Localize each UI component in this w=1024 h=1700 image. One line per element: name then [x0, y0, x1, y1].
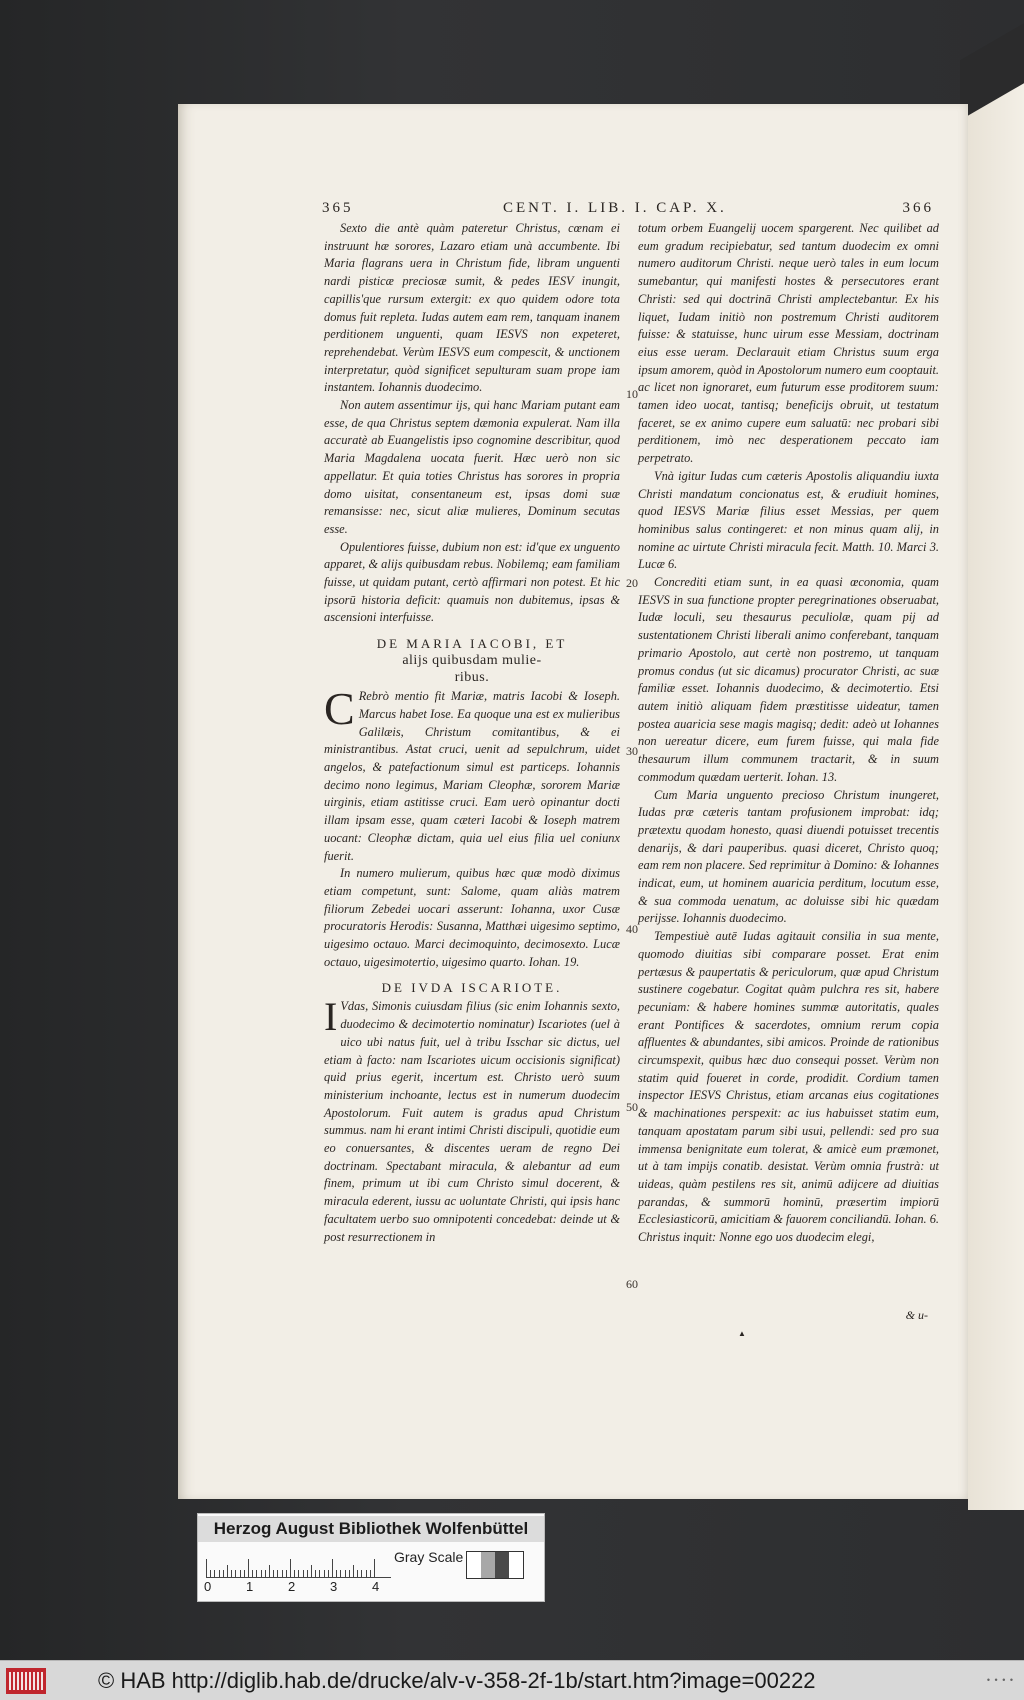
paragraph: Sexto die antè quàm pateretur Christus, cœnam ei instruunt hæ sorores, Lazaro etiam unà accumbente. Ibi Maria flagrans uera in Christum fide, libram unguenti nardi pisticæ preciosæ sumit, & pedes IESV inungit, capillis'que rursum extergit: ex quo quidem odore tota domus fuit repleta. Iudas autem eam rem, tanquam inanem perditionem unguenti, quam IESVS non expeteret, reprehendebat. Verùm IESVS eum compescit, & unctionem interpretatur, quòd significet sepulturam suam prope iam instantem. Iohannis duodecimo.: [324, 221, 620, 395]
ruler-tick: [286, 1570, 287, 1577]
gray-swatch: [509, 1552, 523, 1578]
paragraph: totum orbem Euangelij uocem spargerent. Nec quilibet ad eum gradum recipiebatur, sed tantum duodecim ex omni numero auditorum Christi. neque uerò tales in eum locum sumebantur, qui manifesti hostes & persecutores erant Christi: sed qui doctrinā Christi amplectebantur. Ex his liquet, Iudam initiò non postremum Christi auditorem fuisse: & statuisse, hunc uirum esse Messiam, doctrinam eius esse ueram. Declarauit etiam Christus suum erga ipsum amorem, quòd in Apostolorum numero eum cooptauit. ac licet non ignoraret, eum futurum esse proditorem suum: tamen ideo uocat, tantisq; beneficijs obruit, ut testatum faceret, se ex animo cupere eum saluatū: nec probari sibi perditionem, imò nec desperationem peccato iam perpetrato.: [638, 221, 939, 466]
gray-scale-bar: [466, 1551, 524, 1579]
section-heading-maria: [324, 635, 620, 686]
ruler-tick: [294, 1570, 295, 1577]
ruler-tick: [252, 1570, 253, 1577]
ruler-tick: [265, 1570, 266, 1577]
paragraph: Non autem assentimur ijs, qui hanc Mariam putant eam esse, de qua Christus septem dæmonia expulerat. Nam illa accuratè ab Euangelistis ipso cognomine describitur, quod Maria Magdalena uocata fuerit. Hæc uerò non sic appellatur. Et quia toties Christus has sorores in propria domo uisitat, consentaneum est, ipsas domi suæ remansisse: nec, sicut aliæ mulieres, Dominum secutas esse.: [324, 398, 620, 536]
ruler-tick: [244, 1570, 245, 1577]
gray-swatch: [467, 1552, 481, 1578]
ruler-tick: [269, 1565, 270, 1577]
library-name: Herzog August Bibliothek Wolfenbüttel: [198, 1516, 544, 1542]
ruler-tick: [311, 1565, 312, 1577]
ruler-tick: [261, 1570, 262, 1577]
book-page: [178, 104, 968, 1499]
copyright-url[interactable]: © HAB http://diglib.hab.de/drucke/alv-v-358-2f-1b/start.htm?image=00222: [98, 1668, 816, 1693]
hab-logo-icon: [6, 1668, 46, 1694]
paragraph: [324, 683, 620, 865]
maria-section: [324, 683, 620, 865]
paragraph-text: Vdas, Simonis cuiusdam filius (sic enim Iohannis sexto, duodecimo & decimotertio nominatur) Iscariotes (uel à uico ubi natus fuit, uel à tribu Isschar sic dictus, uel etiam à facto: nam Iscariotes uicum occisionis significat) quid prius egerit, incertum est. Christo uerò suum ministerium inchoante, lectus est in numerum duodecim Apostolorum. Fuit autem is gradus apud Christum summus. nam hi erant intimi Christi discipuli, quotidie eum eo conuersantes, & discentes ueram de regno Dei doctrinam. Spectabant miracula, & alebantur ad eum finem, primum ut ibi cum Christo simul docerent, & miracula ederent, iussu ac uoluntate Christi, qui ipsis hanc facultatem uerbo suo omnipotenti concedebat: deinde ut & post resurrectionem in: [324, 999, 620, 1244]
catchword: & u-: [905, 1308, 928, 1322]
ruler-tick: [328, 1570, 329, 1577]
heading-line: ribus.: [454, 670, 490, 686]
paragraph-text: Rebrò mentio fit Mariæ, matris Iacobi & Ioseph. Marcus habet Iose. Ea quoque una est ex mulieribus Galilæis, Christum comitantibus, & ei ministrantibus. Astat cruci, uenit ad sepulchrum, uidet angelos, & patefactionum simul est particeps. Iohannis decimo nono legimus, Mariam Cleophæ, sororem Mariæ uirginis, etiam astitisse cruci. Eam uerò opinantur docti illam ipsam esse, quam cæteri Iacobi & Ioseph matrem uocant: Cleophæ dictam, quia uel eius filia uel coniunx fuerit.: [324, 689, 620, 863]
heading-line: DE MARIA IACOBI, ET: [376, 636, 568, 652]
scale-ruler: [206, 1549, 391, 1578]
ruler-tick: [319, 1570, 320, 1577]
ruler-number: 4: [372, 1579, 380, 1594]
ruler-tick: [357, 1570, 358, 1577]
ruler-tick: [223, 1570, 224, 1577]
ruler-tick: [282, 1570, 283, 1577]
gray-scale-label: Gray Scale: [394, 1549, 464, 1565]
ruler-tick: [256, 1570, 257, 1577]
ruler-tick: [273, 1570, 274, 1577]
paragraph: Cum Maria unguento precioso Christum inungeret, Iudas præ cæteris tantam profusionem improbat: idq; prætextu quodam honesto, quasi diuendi potuisset trecentis denarijs, & dari pauperibus. quasi diceret, Christo quoq; eam rem non placere. Sed reprimitur à Domino: & Iohannes indicat, eum, ut hominem auaricia perditum, locutum esse, & sua commoda uenatum, ac doluisse sibi hic quædam perijsse. Iohannis duodecimo.: [638, 787, 939, 926]
line-number: 40: [626, 922, 638, 936]
line-number: 60: [626, 1277, 638, 1291]
ruler-tick: [315, 1570, 316, 1577]
line-number: 30: [626, 744, 638, 758]
ruler-tick: [298, 1570, 299, 1577]
line-number: 50: [626, 1100, 638, 1114]
ruler-tick: [303, 1570, 304, 1577]
library-color-card: [197, 1513, 545, 1602]
ruler-tick: [353, 1565, 354, 1577]
page-mark: ▲: [738, 1329, 746, 1338]
ruler-tick: [248, 1559, 249, 1577]
ruler-tick: [332, 1559, 333, 1577]
ruler-tick: [240, 1570, 241, 1577]
ruler-tick: [336, 1570, 337, 1577]
page-number-right: 366: [902, 200, 934, 216]
ruler-tick: [366, 1570, 367, 1577]
page-number-left: 365: [322, 200, 354, 216]
ruler-tick: [370, 1570, 371, 1577]
ruler-tick: [290, 1559, 291, 1577]
ruler-tick: [214, 1570, 215, 1577]
paragraph: Concrediti etiam sunt, in ea quasi œconomia, quam IESVS in sua functione propter peregrinationes obseruabat, Iudæ loculi, seu thesaurus peculiolæ, quam pij ad sustentationem Christi liberali animo conferebant, tanquam primario Apostolo, aut certè non postremo, ut tanquam promus condus (ut sic dicamus) procurator Christi, ac suæ familiæ esset. Iohannis duodecimo, & decimotertio. Etsi autem initiò aliquam fidem præstitisse uideatur, tamen postea auaricia sese magis magisq; dedit: adeò ut Iohannes non uereatur dicere, eum furem fuisse, qui mala fide thesaurum illum communem tractarit, & in suum commodum quædam uerterit. Iohan. 13.: [638, 575, 939, 784]
iuda-section: [324, 994, 620, 1246]
ruler-tick: [374, 1559, 375, 1577]
ruler-tick: [345, 1570, 346, 1577]
running-title: CENT. I. LIB. I. CAP. X.: [503, 200, 727, 216]
ruler-number: 0: [204, 1579, 212, 1594]
line-number: 20: [626, 576, 638, 590]
ruler-tick: [219, 1570, 220, 1577]
ruler-number: 1: [246, 1579, 254, 1594]
ruler-tick: [361, 1570, 362, 1577]
heading-line: alijs quibusdam mulie-: [402, 653, 542, 669]
drop-cap: I: [324, 994, 338, 1040]
drop-cap: C: [324, 683, 355, 735]
paragraph: Vnà igitur Iudas cum cæteris Apostolis aliquandiu iuxta Christi mandatum concionatus est, & erudiuit homines, quod IESVS Mariæ filius esset Messias, per quem hominibus salus contingeret: et non minus quam alij, in nomine ac uirtute Christi miracula fecit. Matth. 10. Marci 3. Lucæ 6.: [638, 468, 939, 572]
ruler-tick: [340, 1570, 341, 1577]
ruler-tick: [324, 1570, 325, 1577]
gray-swatch: [495, 1552, 509, 1578]
ruler-tick: [227, 1565, 228, 1577]
footer-bar: [0, 1660, 1024, 1700]
ruler-tick: [349, 1570, 350, 1577]
ruler-tick: [206, 1559, 207, 1577]
ruler-tick: [210, 1570, 211, 1577]
ruler-number: 3: [330, 1579, 338, 1594]
gray-swatch: [481, 1552, 495, 1578]
left-column: [324, 220, 620, 1246]
line-number: 10: [626, 387, 638, 401]
paragraph: Opulentiores fuisse, dubium non est: id'que ex unguento apparet, & alijs quibusdam rebus. Nobilemq; eam familiam fuisse, ut quidam putant, certò affirmari non potest. Et hic ipsorū historia deficit: quamuis non dubitemus, ipsas & ascensioni interfuisse.: [324, 539, 620, 625]
ruler-tick: [307, 1570, 308, 1577]
paragraph: In numero mulierum, quibus hæc quæ modò diximus etiam competunt, sunt: Salome, quam aliàs matrem filiorum Zebedei uocari asserunt: Iohanna, uxor Cusæ procuratoris Herodis: Susanna, Matthæi uigesimo septimo, uigesimo octauo. Marci decimoquinto, decimosexto. Lucæ octauo, uigesimotertio, uigesimo quarto. Iohan. 19.: [324, 866, 620, 969]
ruler-number: 2: [288, 1579, 296, 1594]
paragraph: [324, 994, 620, 1246]
ruler-tick: [277, 1570, 278, 1577]
paragraph: Tempestiuè autē Iudas agitauit consilia in sua mente, quomodo diuitias sibi comparare posset. Erat enim pertæsus & paupertatis & periculorum, quæ apud Christum sustinere cogebatur. Cogitat quàm pulchra res sit, habere pecuniam: & habere homines summæ autoritatis, quales erant Pontifices & sacerdotes, omnium rerum copia affluentes & abundantes, sibi amicos. Proinde de rationibus circumspexit, quibus hæc duo consequi posset. Verùm non statim quid foueret in corde, prodidit. Cordium tamen inspector IESVS Christus, etiam arcanas eius cogitationes & machinationes perspexit: ac ius habuisset statim eum, tanquam apostatam parum sibi usui, pellendi: sed pro sua immensa benignitate eum tolerat, & amicè eum præmonet, ut à tam impijs conatib. desistat. Verùm omnia frustrà: ut uideas, quàm pestilens res sit, animū adijcere ad diuitias parandas, & summorū hominū, præsertim impiorū Ecclesiasticorū, amicitiam & fauorem conciliandū. Iohan. 6. Christus inquit: Nonne ego uos duodecim elegi,: [638, 929, 939, 1245]
footer-dots: • • • •: [986, 1675, 1014, 1685]
section-heading-iuda: DE IVDA ISCARIOTE.: [381, 980, 563, 996]
running-head: [178, 200, 968, 222]
ruler-tick: [235, 1570, 236, 1577]
ruler-tick: [231, 1570, 232, 1577]
facing-page-edge: [968, 80, 1024, 1510]
right-column: [638, 220, 939, 1247]
